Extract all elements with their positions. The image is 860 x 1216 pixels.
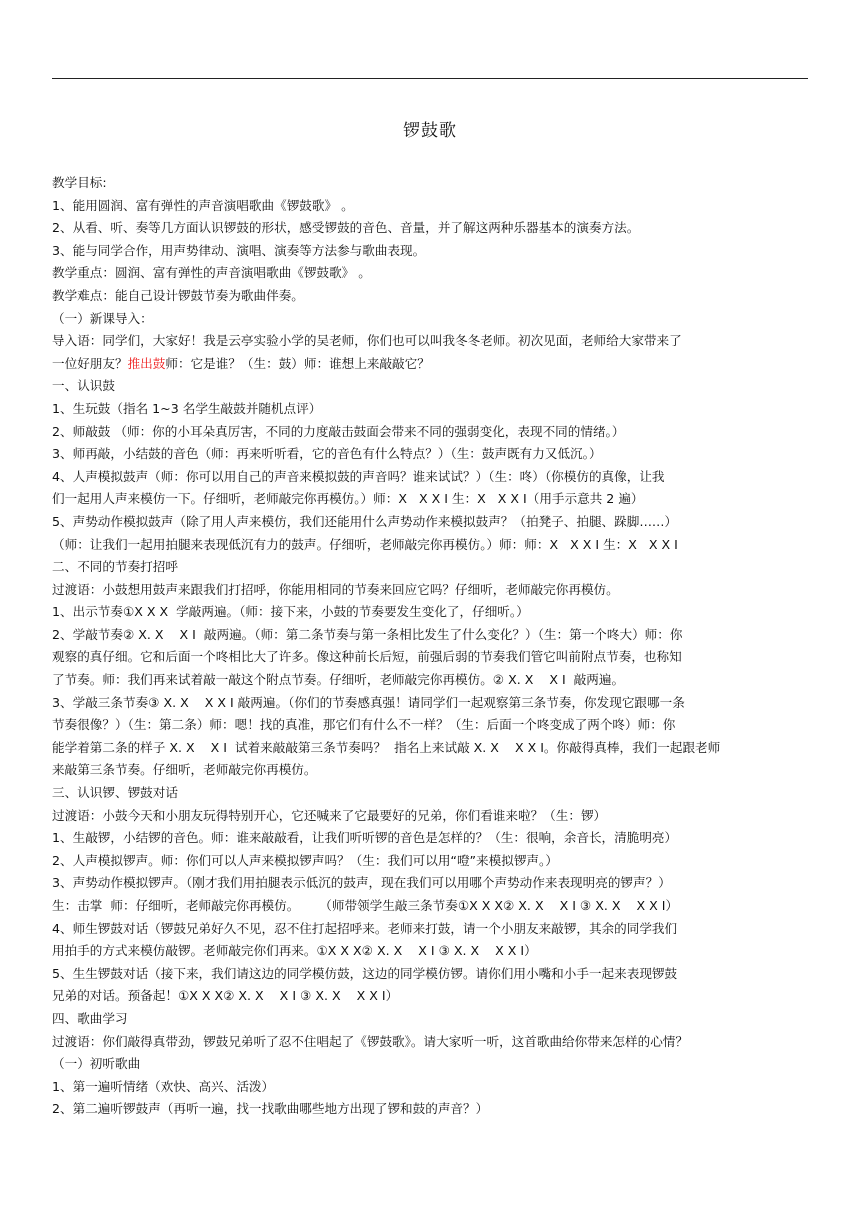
highlight-text: 推出鼓 xyxy=(127,355,166,371)
text-line: 1、出示节奏①X X X 学敲两遍。（师：接下来，小鼓的节奏要发生变化了，仔细听。） xyxy=(52,604,529,620)
text-line: 三、认识锣、锣鼓对话 xyxy=(52,785,178,801)
text-line: 来敲第三条节奏。仔细听，老师敲完你再模仿。 xyxy=(52,762,317,778)
header-rule xyxy=(52,78,808,79)
text-line: 1、生敲锣，小结锣的音色。师：谁来敲敲看，让我们听听锣的音色是怎样的？（生：很响，余音长，清脆明亮） xyxy=(52,830,678,846)
text-line: 3、能与同学合作，用声势律动、演唱、演奏等方法参与歌曲表现。 xyxy=(52,242,426,258)
document-title: 锣鼓歌 xyxy=(403,121,457,141)
text-line: 一位好朋友？推出鼓师：它是谁？（生：鼓）师：谁想上来敲敲它？ xyxy=(52,355,430,371)
text-line: 3、声势动作模拟锣声。（刚才我们用拍腿表示低沉的鼓声，现在我们可以用哪个声势动作来表现明亮的锣声？） xyxy=(52,875,671,891)
text-line: 观察的真仔细。它和后面一个咚相比大了许多。像这种前长后短，前强后弱的节奏我们管它叫前附点节奏，也称知 xyxy=(52,649,682,665)
text-line: 2、从看、听、奏等几方面认识锣鼓的形状，感受锣鼓的音色、音量，并了解这两种乐器基本的演奏方法。 xyxy=(52,220,640,236)
text-line: 2、第二遍听锣鼓声（再听一遍，找一找歌曲哪些地方出现了锣和鼓的声音？） xyxy=(52,1101,489,1117)
text-line: 用拍手的方式来模仿敲锣。老师敲完你们再来。①X X X② X. X X I ③ X. X X X I） xyxy=(52,943,537,959)
text-line: 1、第一遍听情绪（欢快、高兴、活泼） xyxy=(52,1078,275,1094)
text-line: 过渡语：小鼓今天和小朋友玩得特别开心，它还喊来了它最要好的兄弟，你们看谁来啦？（生：锣） xyxy=(52,807,607,823)
text-line: （师：让我们一起用拍腿来表现低沉有力的鼓声。仔细听，老师敲完你再模仿。）师：师：X X X I 生：X X X I xyxy=(52,536,678,552)
text-line: 一、认识鼓 xyxy=(52,378,115,394)
text-line: （一）新课导入： xyxy=(52,310,153,326)
text-line: 过渡语：你们敲得真带劲，锣鼓兄弟听了忍不住唱起了《锣鼓歌》。请大家听一听，这首歌曲给你带来怎样的心情？ xyxy=(52,1033,688,1049)
text-line: 1、生玩鼓（指名 1~3 名学生敲鼓并随机点评） xyxy=(52,400,322,416)
text-line: 导入语：同学们，大家好！我是云亭实验小学的吴老师，你们也可以叫我冬冬老师。初次见面，老师给大家带来了 xyxy=(52,333,682,349)
text-line: 2、人声模拟锣声。师：你们可以人声来模拟锣声吗？（生：我们可以用“噔”来模拟锣声。） xyxy=(52,852,558,868)
text-line: 们一起用人声来模仿一下。仔细听，老师敲完你再模仿。）师：X X X I 生：X X X I（用手示意共 2 遍） xyxy=(52,491,644,507)
text-line: 3、师再敲，小结鼓的音色（师：再来听听看，它的音色有什么特点？）（生：鼓声既有力又低沉。） xyxy=(52,446,602,462)
text-line: 5、生生锣鼓对话（接下来，我们请这边的同学模仿鼓，这边的同学模仿锣。请你们用小嘴和小手一起来表现锣鼓 xyxy=(52,965,678,981)
text-line: （一）初听歌曲 xyxy=(52,1056,141,1072)
text-line: 3、学敲三条节奏③ X. X X X I 敲两遍。（你们的节奏感真强！请同学们一起观察第三条节奏，你发现它跟哪一条 xyxy=(52,694,685,710)
text-line: 5、声势动作模拟鼓声（除了用人声来模仿，我们还能用什么声势动作来模拟鼓声？（拍凳子、拍腿、跺脚……） xyxy=(52,513,678,529)
document-body xyxy=(52,172,810,1121)
text-line: 四、歌曲学习 xyxy=(52,1010,128,1026)
text-line: 兄弟的对话。预备起！①X X X② X. X X I ③ X. X X X I） xyxy=(52,988,399,1004)
text-line: 教学目标: xyxy=(52,175,107,190)
text-line: 2、师敲鼓 （师：你的小耳朵真厉害，不同的力度敲击鼓面会带来不同的强弱变化，表现不同的情绪。） xyxy=(52,423,625,439)
text-line: 能学着第二条的样子 X. X X I 试着来敲敲第三条节奏吗？ 指名上来试敲 X. X X X I。你敲得真棒，我们一起跟老师 xyxy=(52,739,721,755)
text-line: 了节奏。师：我们再来试着敲一敲这个附点节奏。仔细听，老师敲完你再模仿。② X. X X I 敲两遍。 xyxy=(52,672,625,688)
text-line: 教学重点：圆润、富有弹性的声音演唱歌曲《锣鼓歌》 。 xyxy=(52,265,371,281)
text-line: 4、师生锣鼓对话（锣鼓兄弟好久不见，忍不住打起招呼来。老师来打鼓，请一个小朋友来敲锣，其余的同学我们 xyxy=(52,920,678,936)
text-line: 节奏很像？）（生：第二条）师：嗯！找的真准，那它们有什么不一样？（生：后面一个咚变成了两个咚）师：你 xyxy=(52,717,676,733)
text-line: 4、人声模拟鼓声（师：你可以用自己的声音来模拟鼓的声音吗？谁来试试？）（生：咚）（你模仿的真像，让我 xyxy=(52,468,665,484)
text-line: 二、不同的节奏打招呼 xyxy=(52,559,178,575)
text-line: 生：击掌 师：仔细听，老师敲完你再模仿。 （师带领学生敲三条节奏①X X X② X. X X I ③ X. X X X I） xyxy=(52,898,679,913)
text-line: 过渡语：小鼓想用鼓声来跟我们打招呼，你能用相同的节奏来回应它吗？仔细听，老师敲完你再模仿。 xyxy=(52,581,619,597)
text-line: 2、学敲节奏② X. X X I 敲两遍。（师：第二条节奏与第一条相比发生了什么变化？）（生：第一个咚大）师：你 xyxy=(52,626,683,642)
text-line: 教学难点：能自己设计锣鼓节奏为歌曲伴奏。 xyxy=(52,287,304,303)
text-line: 1、能用圆润、富有弹性的声音演唱歌曲《锣鼓歌》 。 xyxy=(52,197,354,213)
